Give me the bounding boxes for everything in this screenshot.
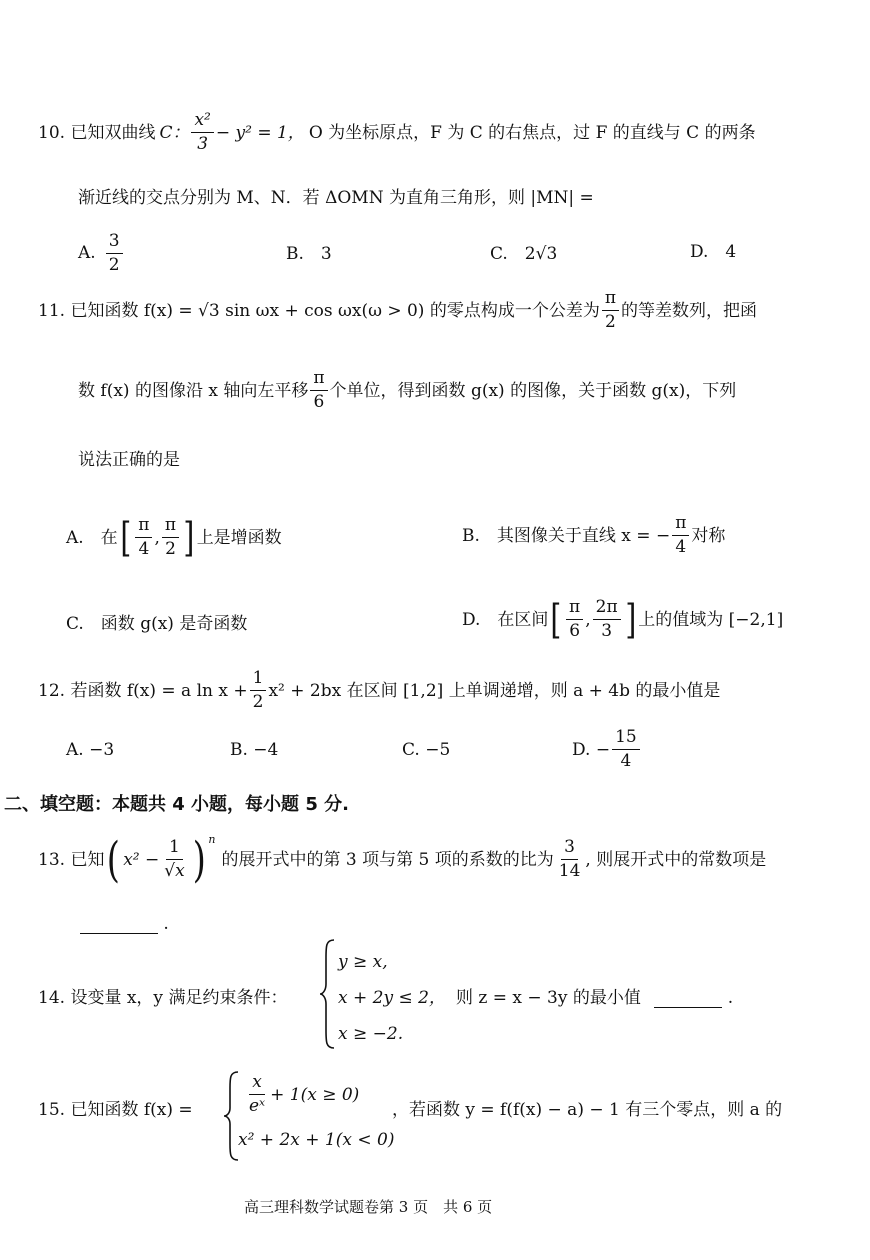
q11-opt-d-post: 上的值域为 [−2,1]	[638, 609, 784, 630]
q11-opt-a-n1: π	[135, 516, 152, 538]
right-paren-icon: )	[192, 832, 206, 888]
q11-period-num: π	[602, 289, 619, 311]
q11-option-b	[462, 512, 725, 560]
q13-answer-blank[interactable]	[80, 916, 158, 934]
q14-end: .	[727, 988, 734, 1008]
q15-post: ，若函数 y = f(f(x) − a) − 1 有三个零点，则 a 的	[392, 1100, 783, 1120]
q11-opt-a-d2: 2	[165, 539, 176, 559]
left-bracket-icon: [	[550, 597, 562, 643]
left-brace-icon	[318, 938, 338, 1050]
q11-option-a: A. 在 [ $\frac{\pi}{4}$ , $\frac{\pi}{2}$ ] 上是增函数	[66, 515, 282, 561]
q11-opt-a-d1: 4	[138, 539, 150, 559]
q11-opt-a-frac1	[135, 516, 152, 559]
q15-case1-rest: + 1(x ≥ 0)	[270, 1084, 360, 1105]
q14-constraint-3: x ≥ −2.	[338, 1024, 404, 1044]
q13-ratio-den: 14	[558, 861, 581, 881]
q13-expr: x² −	[123, 849, 160, 870]
q11-shift-fraction	[310, 369, 327, 412]
page-footer: 高三理科数学试题卷第 3 页 共 6 页	[244, 1198, 493, 1216]
q13-inner-fraction	[161, 838, 187, 881]
q12-half-fraction	[250, 669, 267, 712]
q11-opt-d-d2: 3	[601, 621, 613, 641]
q10-opt-a-den: 2	[108, 254, 120, 275]
q10-line1	[38, 108, 756, 158]
q11-line2	[78, 368, 736, 414]
q11-opt-d-d1: 6	[569, 621, 581, 641]
q14-constraint-2: x + 2y ≤ 2，	[338, 988, 446, 1008]
q10-frac-num: x²	[191, 111, 213, 133]
q10-option-d: D. 4	[690, 242, 737, 262]
left-paren-icon: (	[107, 832, 121, 888]
q12-option-b: B. −4	[230, 740, 279, 760]
right-bracket-icon: ]	[183, 515, 195, 561]
q13-answer-line	[80, 916, 169, 934]
q14-post-line	[456, 990, 733, 1008]
q11-opt-a-post: 上是增函数	[196, 527, 282, 548]
q15-case1-den: eˣ	[249, 1096, 266, 1116]
q13-post-b: , 则展开式中的常数项是	[585, 849, 767, 870]
q11-opt-b-pre: B. 其图像关于直线 x = −	[462, 525, 671, 546]
q10-option-b: B. 3	[286, 244, 332, 264]
q13-frac-den: √x	[164, 861, 185, 881]
q12-frac-den: 2	[252, 692, 264, 712]
q12-opt-d-den: 4	[620, 751, 632, 771]
q13-ratio-fraction	[556, 838, 584, 881]
q14-constraint-1: y ≥ x,	[338, 952, 388, 972]
q11-opt-a-frac2	[162, 516, 179, 559]
q12-option-c: C. −5	[402, 740, 451, 760]
q14-post: 则 z = x − 3y 的最小值	[456, 988, 641, 1008]
q11-line2-end: 个单位，得到函数 g(x) 的图像，关于函数 g(x)，下列	[329, 380, 737, 401]
q11-opt-b-frac	[672, 514, 689, 557]
q15-case1-fraction	[246, 1073, 268, 1116]
q12-option-a: A. −3	[66, 740, 115, 760]
q11-opt-a-pre: A. 在	[66, 527, 118, 548]
q13-ratio-num: 3	[561, 838, 578, 860]
q10-frac-den: 3	[197, 134, 209, 154]
q11-period-den: 2	[605, 312, 616, 332]
q11-line1	[38, 288, 757, 334]
q11-opt-b-post: 对称	[691, 525, 726, 546]
right-bracket-icon: ]	[624, 597, 636, 643]
q11-option-c: C. 函数 g(x) 是奇函数	[66, 614, 248, 634]
q11-opt-d-frac2	[593, 598, 621, 641]
q10-hyperbola-fraction	[191, 111, 213, 154]
q12-frac-num: 1	[250, 669, 267, 691]
q13-post-a: 的展开式中的第 3 项与第 5 项的系数的比为	[221, 849, 554, 870]
q11-opt-b-num: π	[672, 514, 689, 536]
q13-frac-num: 1	[166, 838, 183, 860]
q15-case-2: x² + 2x + 1(x < 0)	[238, 1130, 395, 1150]
q15-case1-num: x	[249, 1073, 265, 1095]
left-bracket-icon: [	[120, 515, 131, 561]
q11-period-fraction	[602, 289, 619, 332]
q10-opt-a-num: 3	[106, 232, 123, 254]
q11-opt-d-n1: π	[566, 598, 583, 620]
q13-pre: 13. 已知	[38, 849, 105, 870]
q11-opt-d-frac1	[566, 598, 583, 641]
q14-pre: 14. 设变量 x，y 满足约束条件：	[38, 988, 288, 1008]
q12-line1	[38, 668, 720, 714]
q11-option-d: D. 在区间 [ $\frac{\pi}{6}$ , $\frac{2\pi}{3}$ ] 上的值域为 [−2,1]	[462, 597, 784, 643]
q14-answer-blank[interactable]	[654, 990, 722, 1008]
q11-line1-text: 11. 已知函数 f(x) = √3 sin ωx + cos ωx(ω > 0) 的零点构成一个公差为	[38, 300, 600, 321]
q12-opt-d-num: 15	[612, 728, 640, 750]
q12-opt-d-label: D. −	[572, 739, 611, 760]
q10-option-c: C. 2√3	[490, 244, 558, 264]
q10-line1-text: O 为坐标原点，F 为 C 的右焦点，过 F 的直线与 C 的两条	[308, 122, 756, 143]
q10-line2: 渐近线的交点分别为 M、N．若 ΔOMN 为直角三角形，则 |MN| =	[78, 188, 594, 208]
q10-equation-rest: − y² = 1，	[215, 122, 305, 143]
q14-brace-icon	[318, 938, 338, 1050]
q13-end: .	[163, 914, 169, 934]
section-2-heading: 二、填空题：本题共 4 小题，每小题 5 分.	[4, 794, 349, 815]
q12-line1-end: x² + 2bx 在区间 [1,2] 上单调递增，则 a + 4b 的最小值是	[268, 680, 721, 701]
q10-number-intro: 10. 已知双曲线	[38, 122, 156, 143]
q10-opt-a-label: A.	[78, 243, 96, 264]
q11-line3: 说法正确的是	[78, 450, 180, 470]
q11-shift-num: π	[310, 369, 327, 391]
q15-pre: 15. 已知函数 f(x) =	[38, 1100, 193, 1120]
q11-shift-den: 6	[313, 392, 325, 412]
q11-line2-text: 数 f(x) 的图像沿 x 轴向左平移	[78, 380, 309, 401]
q11-opt-d-pre: D. 在区间	[462, 609, 549, 630]
q11-opt-d-n2: 2π	[593, 598, 621, 620]
q13-line1	[38, 830, 766, 890]
q11-opt-a-n2: π	[162, 516, 179, 538]
q15-case-1	[244, 1072, 359, 1118]
q12-opt-d-frac	[612, 728, 640, 771]
q11-line1-end: 的等差数列，把函	[621, 300, 758, 321]
q13-exponent: n	[208, 833, 216, 846]
q11-opt-b-den: 4	[675, 537, 687, 557]
q10-opt-a-fraction	[106, 232, 123, 275]
q10-curve-label: C：	[159, 122, 190, 143]
q10-option-a	[78, 232, 125, 275]
q12-line1-text: 12. 若函数 f(x) = a ln x +	[38, 680, 248, 701]
q12-option-d	[572, 726, 642, 774]
